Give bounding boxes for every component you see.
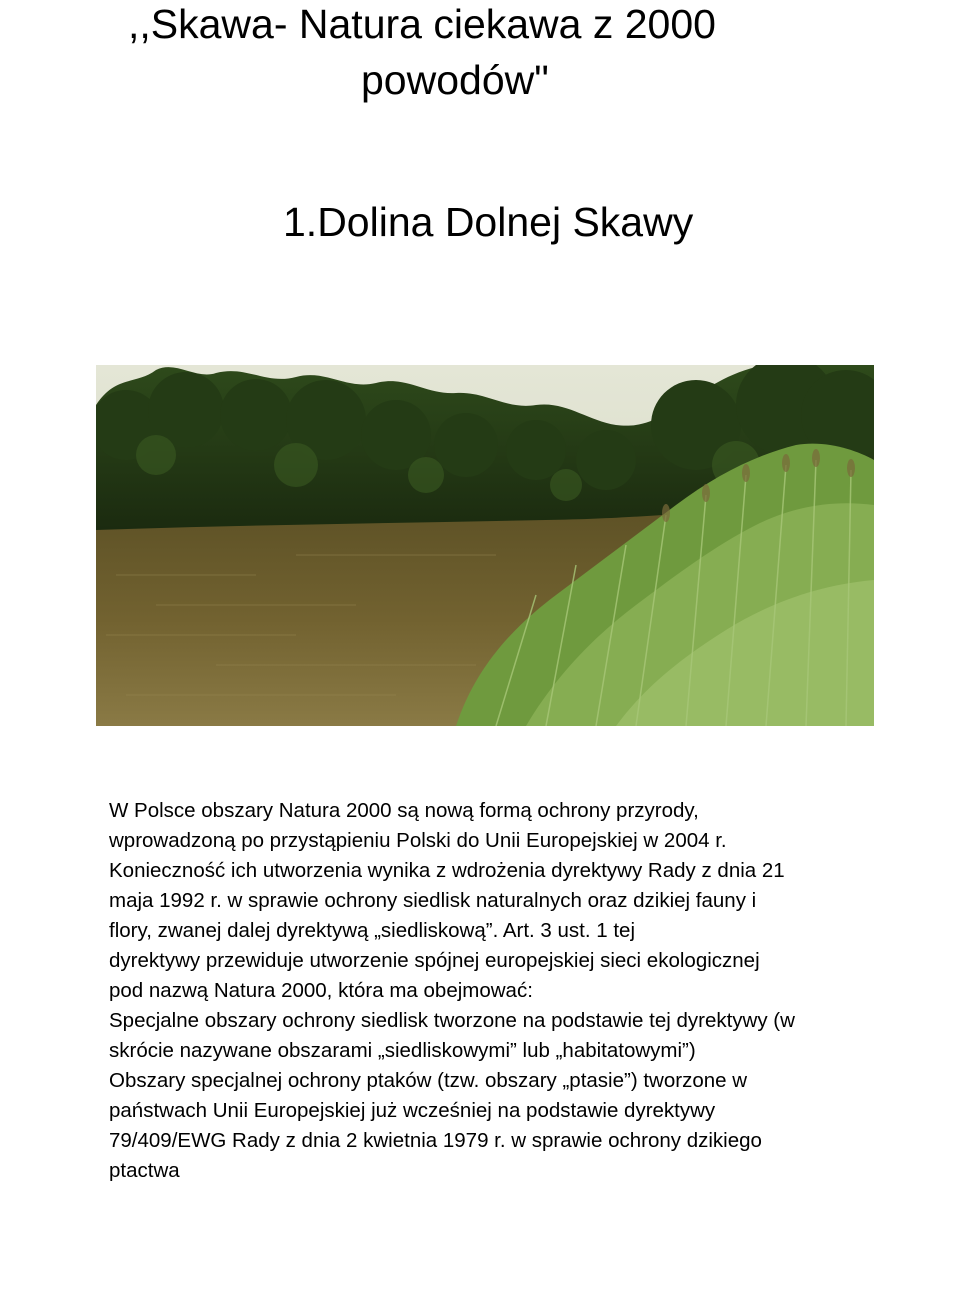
body-line: Obszary specjalnej ochrony ptaków (tzw. obszary „ptasie”) tworzone w: [109, 1069, 748, 1092]
body-line: Specjalne obszary ochrony siedlisk tworzone na podstawie tej dyrektywy (w: [109, 1009, 795, 1032]
river-photo-drawing: [96, 365, 874, 726]
body-line: W Polsce obszary Natura 2000 są nową formą ochrony przyrody,: [109, 799, 699, 822]
document-title-line-1: ,,Skawa- Natura ciekawa z 2000: [128, 1, 716, 47]
document-title-line-2: powodów": [361, 57, 549, 103]
body-line: 79/409/EWG Rady z dnia 2 kwietnia 1979 r. w sprawie ochrony dzikiego: [109, 1129, 762, 1152]
body-line: wprowadzoną po przystąpieniu Polski do Unii Europejskiej w 2004 r.: [109, 829, 727, 852]
body-line: dyrektywy przewiduje utworzenie spójnej europejskiej sieci ekologicznej: [109, 949, 760, 972]
body-line: maja 1992 r. w sprawie ochrony siedlisk naturalnych oraz dzikiej fauny i: [109, 889, 757, 912]
body-line: skrócie nazywane obszarami „siedliskowymi” lub „habitatowymi”): [109, 1039, 696, 1062]
body-line: Konieczność ich utworzenia wynika z wdrożenia dyrektywy Rady z dnia 21: [109, 859, 785, 882]
body-line: państwach Unii Europejskiej już wcześniej na podstawie dyrektywy: [109, 1099, 716, 1122]
body-line: pod nazwą Natura 2000, która ma obejmować:: [109, 979, 533, 1002]
body-line: flory, zwanej dalej dyrektywą „siedliskową”. Art. 3 ust. 1 tej: [109, 919, 635, 942]
section-heading: 1.Dolina Dolnej Skawy: [283, 199, 694, 245]
body-paragraph: [109, 796, 909, 1186]
body-line: ptactwa: [109, 1159, 180, 1182]
river-photo: [96, 365, 874, 726]
